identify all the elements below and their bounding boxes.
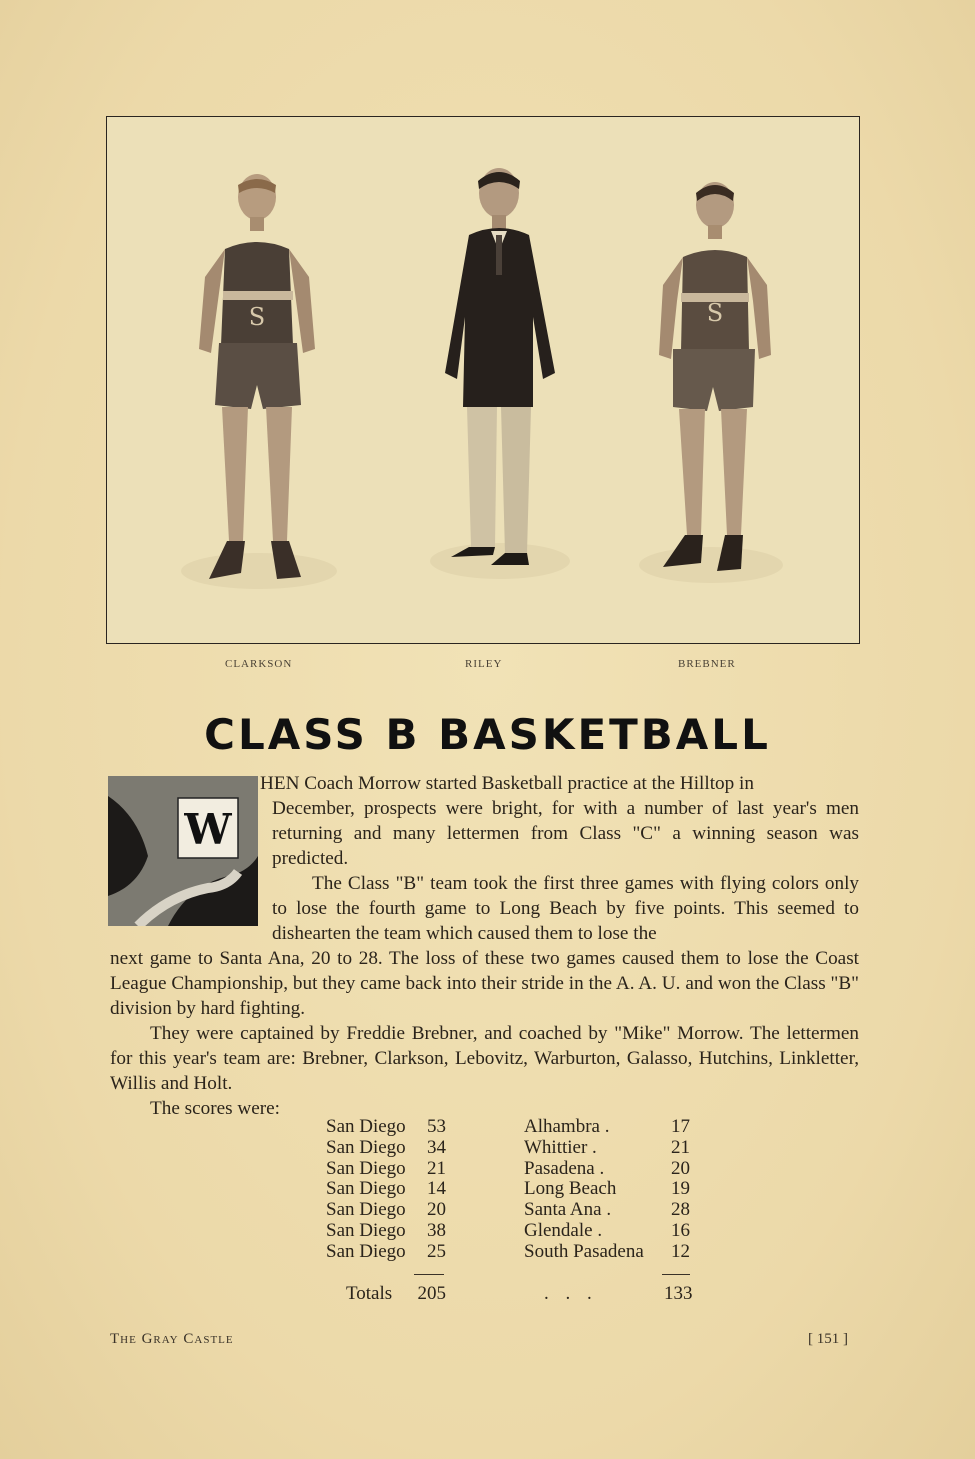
team-name: San Diego [326, 1240, 406, 1262]
opponent-points: 28 [671, 1199, 690, 1221]
team-name: San Diego [326, 1136, 406, 1158]
paragraph-1-first-line: HEN Coach Morrow started Basketball practice at the Hilltop in [260, 773, 754, 794]
opponent-points: 19 [671, 1178, 690, 1200]
paragraph-2-rest: next game to Santa Ana, 20 to 28. The loss of these two games caused them to lose the Coast League Championship, but they came back into their stride in the A. A. U. and won the Class "B" division by hard fighting. [110, 948, 859, 1019]
team-points: 14 [427, 1178, 446, 1200]
opponent-name: Santa Ana . [524, 1199, 612, 1221]
totals-row [326, 1284, 696, 1305]
photo-illustration [107, 117, 859, 643]
team-points: 25 [427, 1240, 446, 1262]
opponent-name: Pasadena . [524, 1157, 605, 1179]
opponent-name: Alhambra . [524, 1116, 610, 1137]
team-points: 20 [427, 1199, 446, 1221]
score-row [326, 1138, 696, 1159]
footer-page-number: [ 151 ] [808, 1331, 848, 1347]
team-points: 21 [427, 1157, 446, 1179]
caption-riley: RILEY [465, 658, 503, 670]
team-points: 34 [427, 1136, 446, 1158]
team-points: 53 [427, 1116, 446, 1137]
opponent-points: 21 [671, 1136, 690, 1158]
page-title: CLASS B BASKETBALL [204, 710, 771, 759]
scores-intro: The scores were: [150, 1098, 280, 1119]
team-name: San Diego [326, 1219, 406, 1241]
paragraph-1-wrap: December, prospects were bright, for with a number of last year's men returning and many lettermen from Class "C" a winning season was predicted. [272, 798, 859, 869]
score-row [326, 1179, 696, 1200]
totals-opponent-points: 133 [664, 1283, 693, 1304]
totals-points: 205 [417, 1283, 446, 1304]
opponent-points: 12 [671, 1240, 690, 1262]
score-row [326, 1242, 696, 1263]
player-clarkson-figure [181, 174, 337, 589]
team-name: San Diego [326, 1178, 406, 1200]
team-photo [106, 116, 860, 644]
team-points: 38 [427, 1219, 446, 1241]
totals-label: Totals [346, 1283, 393, 1304]
totals-rule-right [662, 1274, 690, 1275]
opponent-name: South Pasadena [524, 1240, 644, 1262]
score-row [326, 1159, 696, 1180]
paragraph-2-wrap: The Class "B" team took the first three games with flying colors only to lose the fourth game to Long Beach by five points. This seemed to dishearten the team which caused them to lose the [272, 873, 859, 944]
totals-dots: . . . [544, 1283, 598, 1304]
team-name: San Diego [326, 1116, 406, 1137]
caption-clarkson: CLARKSON [225, 658, 293, 670]
score-row [326, 1117, 696, 1138]
team-name: San Diego [326, 1157, 406, 1179]
opponent-points: 16 [671, 1219, 690, 1241]
player-brebner-figure [639, 182, 783, 583]
dropcap-letter: W [184, 805, 232, 854]
caption-brebner: BREBNER [678, 658, 736, 670]
footer-book-title: The Gray Castle [110, 1331, 234, 1347]
svg-text:S: S [248, 303, 266, 331]
opponent-points: 20 [671, 1157, 690, 1179]
coach-riley-figure [430, 168, 570, 579]
paragraph-3: They were captained by Freddie Brebner, and coached by "Mike" Morrow. The lettermen for this year's team are: Brebner, Clarkson, Lebovitz, Warburton, Galasso, Hutchins, Linkletter, Willis and Holt. [110, 1023, 859, 1094]
scores-table [326, 1117, 696, 1263]
team-name: San Diego [326, 1199, 406, 1221]
totals-rule-left [414, 1274, 444, 1275]
svg-text:S: S [706, 299, 724, 327]
opponent-name: Long Beach [524, 1178, 617, 1200]
dropcap-illustration [108, 776, 258, 926]
score-row [326, 1200, 696, 1221]
opponent-name: Glendale . [524, 1219, 603, 1241]
score-row [326, 1221, 696, 1242]
opponent-points: 17 [671, 1116, 690, 1137]
opponent-name: Whittier . [524, 1136, 597, 1158]
